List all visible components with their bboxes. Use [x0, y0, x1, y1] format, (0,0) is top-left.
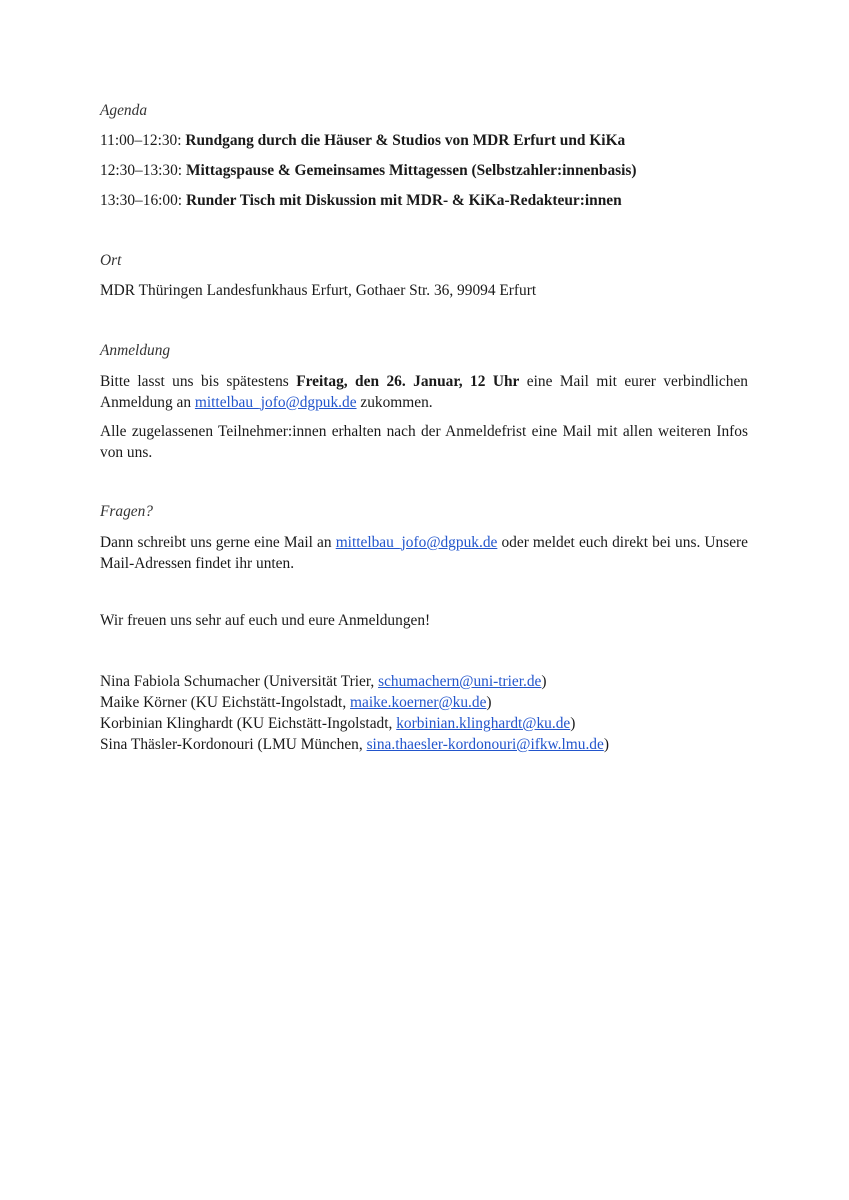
agenda-time: 11:00–12:30:: [100, 132, 182, 149]
contact-email-link[interactable]: schumachern@uni-trier.de: [378, 673, 542, 690]
contact-line: Nina Fabiola Schumacher (Universität Trier, schumachern@uni-trier.de): [100, 673, 547, 690]
ort-address: MDR Thüringen Landesfunkhaus Erfurt, Gothaer Str. 36, 99094 Erfurt: [100, 282, 537, 299]
agenda-title: Mittagspause & Gemeinsames Mittagessen (Selbstzahler:innenbasis): [185, 162, 637, 179]
agenda-item: [100, 162, 637, 180]
deadline-text: Freitag, den 26. Januar, 12 Uhr: [296, 373, 520, 390]
agenda-title: Runder Tisch mit Diskussion mit MDR- & KiKa-Redakteur:innen: [185, 192, 622, 209]
contact-line: Korbinian Klinghardt (KU Eichstätt-Ingolstadt, korbinian.klinghardt@ku.de): [100, 715, 576, 732]
agenda-heading: Agenda: [100, 102, 148, 119]
agenda-item: [100, 192, 622, 210]
anmeldung-heading: Anmeldung: [100, 342, 171, 359]
anmeldung-info-paragraph: Alle zugelassenen Teilnehmer:innen erhalten nach der Anmeldefrist eine Mail mit allen weiteren Infos von uns.: [100, 423, 748, 461]
agenda-time: 12:30–13:30:: [100, 162, 183, 179]
contact-line: Maike Körner (KU Eichstätt-Ingolstadt, maike.koerner@ku.de): [100, 694, 492, 711]
contact-line: Sina Thäsler-Kordonouri (LMU München, sina.thaesler-kordonouri@ifkw.lmu.de): [100, 736, 609, 753]
contact-email-link[interactable]: sina.thaesler-kordonouri@ifkw.lmu.de: [366, 736, 604, 753]
contact-email-link[interactable]: maike.koerner@ku.de: [350, 694, 487, 711]
agenda-item: [100, 132, 625, 150]
ort-heading: Ort: [100, 252, 122, 269]
fragen-heading: Fragen?: [100, 503, 154, 520]
fragen-paragraph: Dann schreibt uns gerne eine Mail an mittelbau_jofo@dgpuk.de oder meldet euch direkt bei uns. Unsere Mail-Adressen findet ihr unten.: [100, 534, 748, 572]
closing-text: Wir freuen uns sehr auf euch und eure Anmeldungen!: [100, 612, 431, 629]
anmeldung-paragraph: Bitte lasst uns bis spätestens Freitag, den 26. Januar, 12 Uhr eine Mail mit eurer verbindlichen Anmeldung an mittelbau_jofo@dgpuk.de zukommen.: [100, 373, 748, 411]
agenda-time: 13:30–16:00:: [100, 192, 183, 209]
contact-email-link[interactable]: korbinian.klinghardt@ku.de: [396, 715, 571, 732]
agenda-title: Rundgang durch die Häuser & Studios von MDR Erfurt und KiKa: [185, 132, 626, 149]
registration-email-link[interactable]: mittelbau_jofo@dgpuk.de: [194, 394, 357, 411]
questions-email-link[interactable]: mittelbau_jofo@dgpuk.de: [335, 534, 498, 551]
